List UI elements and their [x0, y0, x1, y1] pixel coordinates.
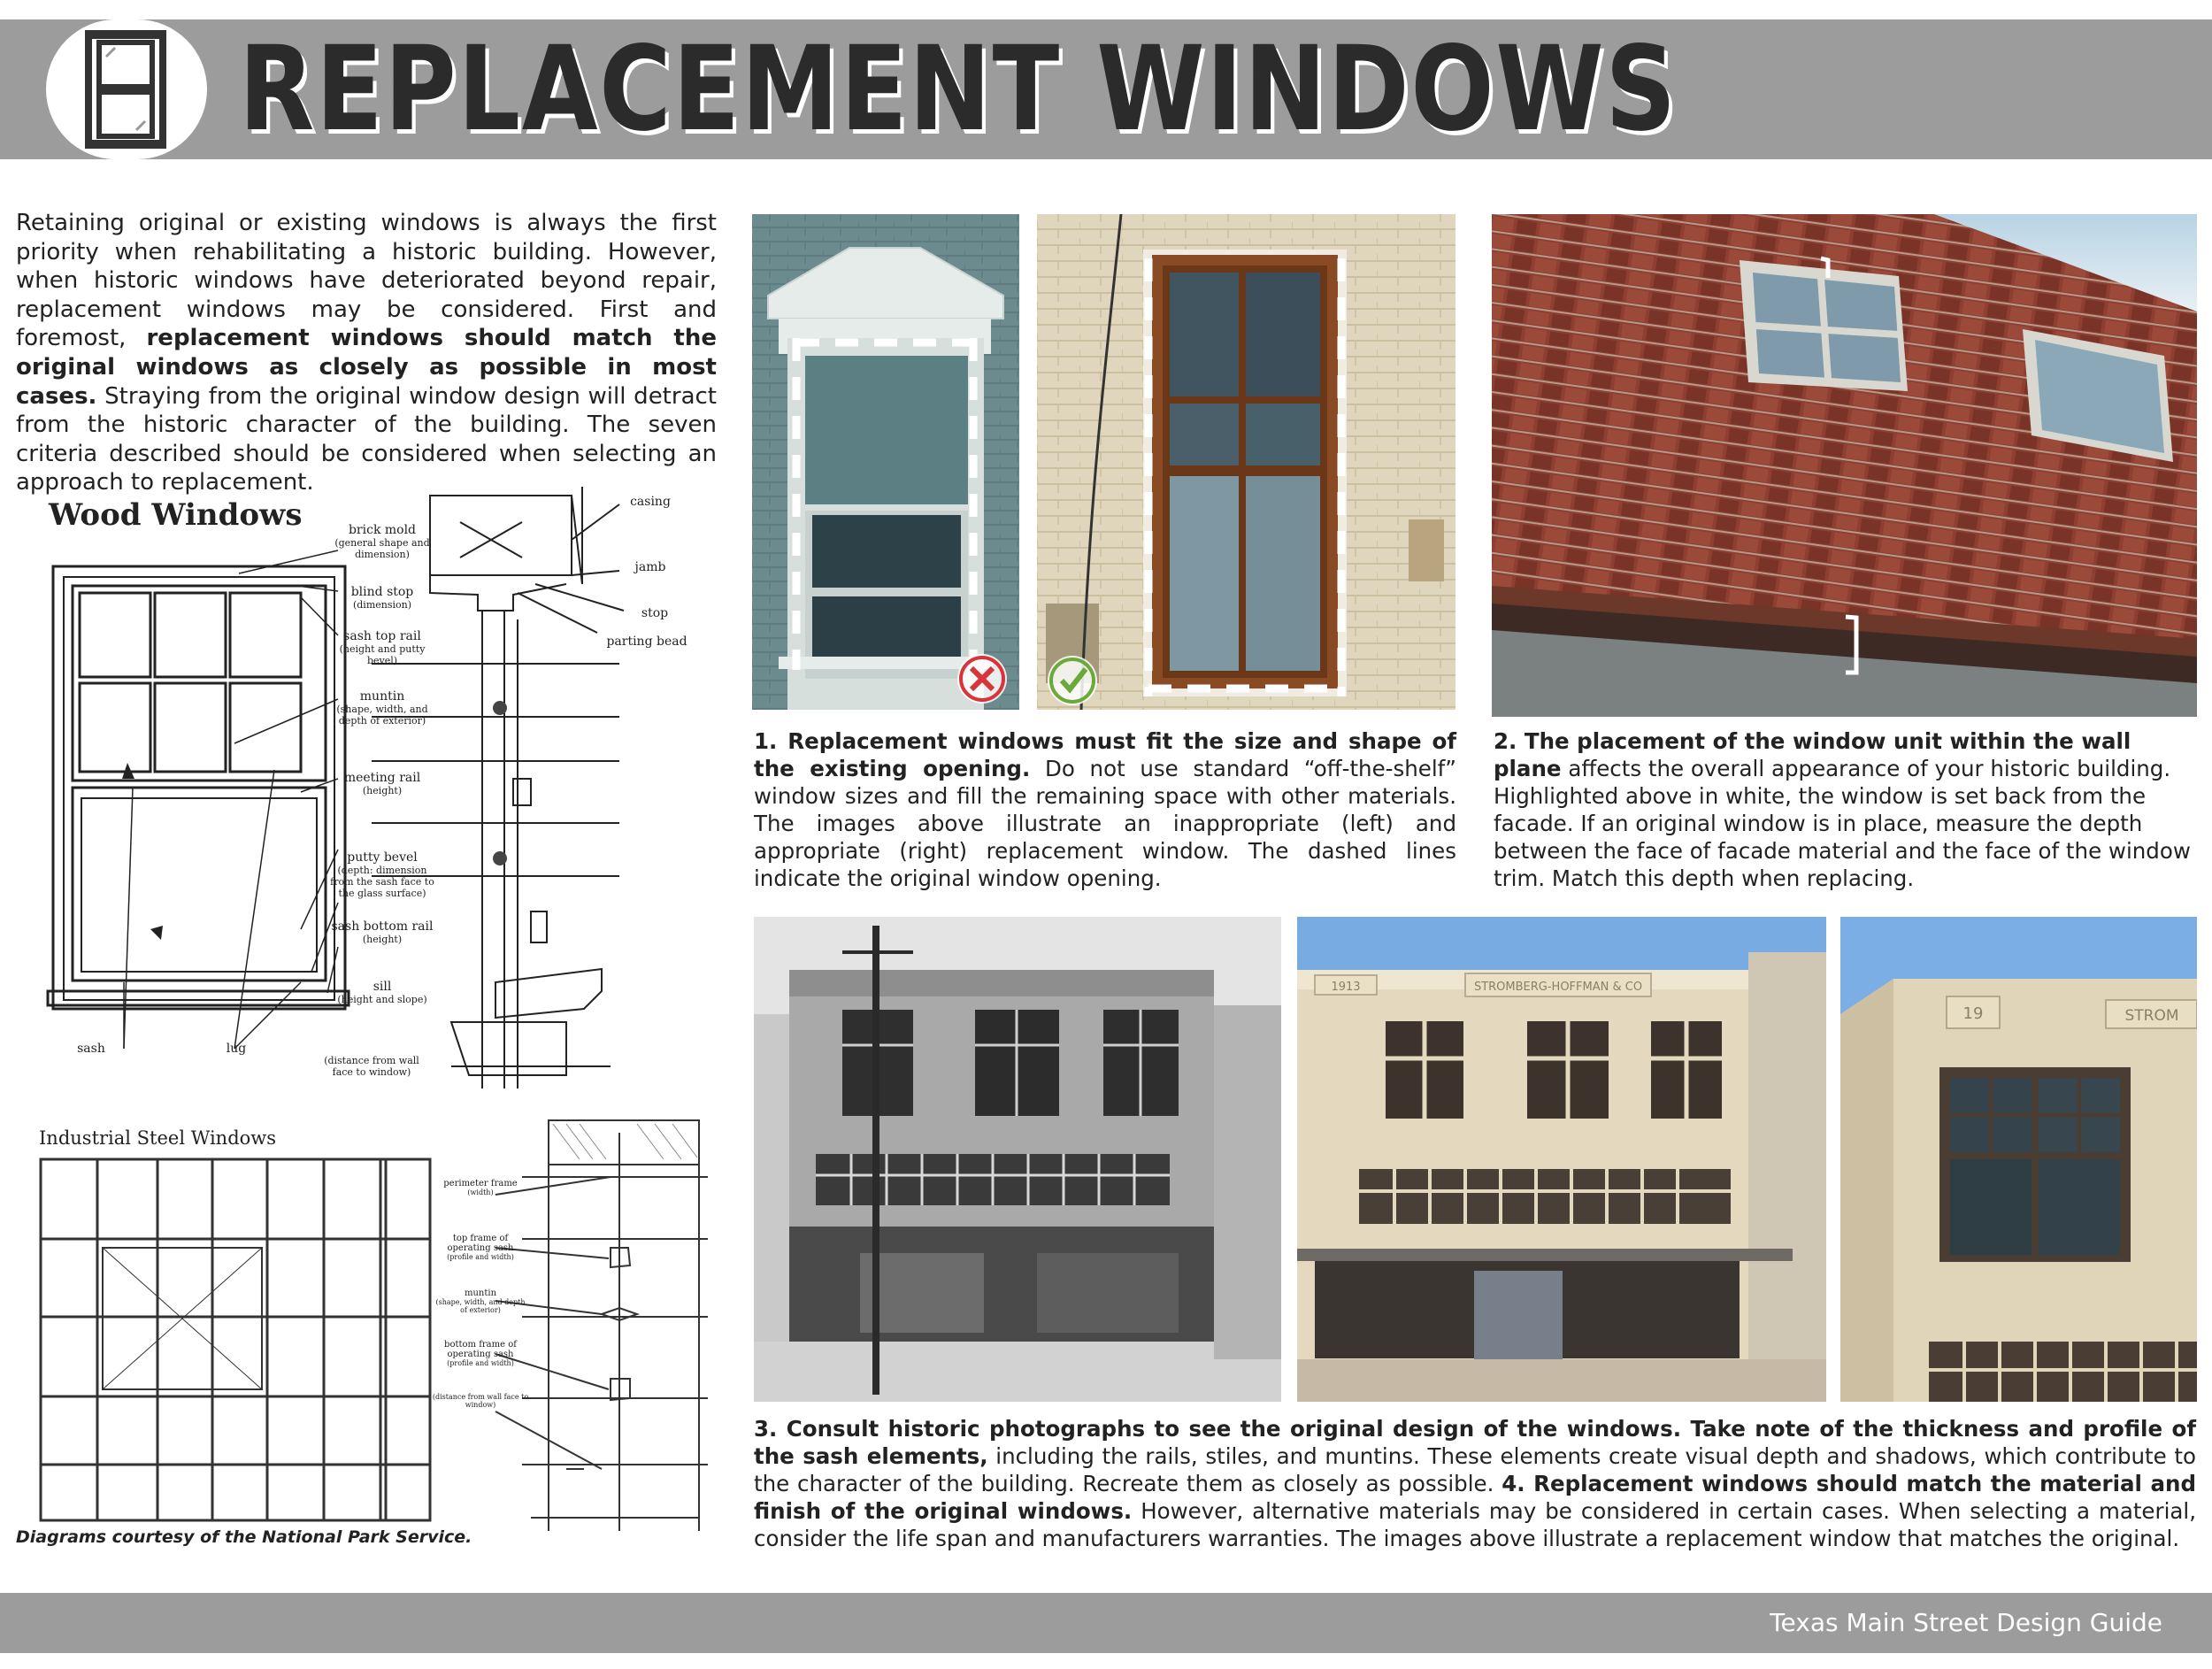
intro-bold: replacement windows should match the original windows as closely as possible in most cases.	[16, 325, 717, 410]
label-sash: sash	[77, 1042, 105, 1056]
photo-wall-plane	[1492, 214, 2197, 717]
building-sign-text: STROMBERG-HOFFMAN & CO	[1473, 981, 1643, 994]
diagram-credit: Diagrams courtesy of the National Park Service.	[16, 1527, 472, 1547]
label-brick-mold: brick mold (general shape and dimension)	[334, 523, 430, 560]
label-jamb: jamb	[634, 560, 666, 574]
building-date-text: 1913	[1331, 981, 1361, 994]
corner-date-text: 19	[1962, 1004, 1984, 1023]
label-meeting-rail: meeting rail (height)	[343, 771, 421, 796]
caption-2-bold: 2. The placement of the window unit within the wall plane	[1494, 728, 2131, 781]
logo-badge	[46, 19, 207, 159]
steel-window-diagram	[35, 1115, 708, 1531]
corner-sign-text: STROM	[2124, 1007, 2179, 1025]
steel-diagram-title: Industrial Steel Windows	[39, 1127, 277, 1149]
label-steel-muntin: muntin (shape, width, and depth of exterior)	[435, 1288, 526, 1314]
photo-restored-building	[1297, 917, 1826, 1402]
footer-text: Texas Main Street Design Guide	[1770, 1608, 2162, 1637]
photo-inappropriate-window	[752, 214, 1019, 710]
label-muntin: muntin (shape, width, and depth of exterior)	[336, 689, 428, 727]
photo-appropriate-window	[1037, 214, 1455, 710]
label-bottom-frame: bottom frame of operating sash (profile and width)	[444, 1340, 517, 1367]
caption-2	[1494, 727, 2193, 892]
label-steel-distance: (distance from wall face to window)	[432, 1393, 529, 1409]
caption-1	[754, 727, 1456, 892]
label-casing: casing	[630, 495, 671, 509]
double-hung-window-icon	[81, 28, 170, 150]
label-putty-bevel: putty bevel (depth: dimension from the sash face to the glass surface)	[330, 850, 434, 899]
label-sash-bottom-rail: sash bottom rail (height)	[331, 919, 434, 945]
label-sash-top-rail: sash top rail (height and putty bevel)	[339, 629, 426, 666]
caption-1-text: Do not use standard “off-the-shelf” window sizes and fill the remaining space with other materials. The images above illustrate an inappropriate (left) and appropriate (right) replacement window. The dashed lines indicate the original window opening.	[754, 756, 1456, 891]
label-lug: lug	[226, 1042, 247, 1056]
photo-historic-building	[754, 917, 1281, 1402]
caption-3	[754, 1415, 2196, 1552]
label-top-frame: top frame of operating sash (profile and width)	[447, 1234, 514, 1261]
caption-3-bold-1: 3. Consult historic photographs to see the original design of the windows. Take note of the thickness and profile of the sash elements,	[754, 1416, 2196, 1469]
intro-text-1: Retaining original or existing windows is always the first priority when rehabilitating a historic building. However, when historic windows have deteriorated beyond repair, replacement windows may be considered. First and foremost,	[16, 210, 717, 352]
intro-text-2: Straying from the original window design will detract from the historic character of the building. The seven criteria described should be considered when selecting an approach to replacement.	[16, 382, 717, 496]
label-perimeter-frame: perimeter frame (width)	[443, 1179, 518, 1196]
caption-3-bold-2: 4. Replacement windows should match the material and finish of the original windows.	[754, 1471, 2196, 1524]
intro-paragraph	[16, 209, 717, 497]
caption-2-text: affects the overall appearance of your historic building. Highlighted above in white, the window is set back from the facade. If an original window is in place, measure the depth between the face of facade material and the face of the window trim. Match this depth when replacing.	[1494, 756, 2191, 891]
label-stop: stop	[641, 606, 669, 620]
label-parting-bead: parting bead	[606, 635, 687, 649]
page-title: REPLACEMENT WINDOWS	[239, 21, 1678, 158]
photo-corner-closeup	[1840, 917, 2197, 1402]
label-wall-distance: (distance from wall face to window)	[324, 1055, 419, 1078]
label-blind-stop: blind stop (dimension)	[350, 585, 414, 611]
label-sill: sill (height and slope)	[337, 980, 427, 1005]
caption-1-bold: 1. Replacement windows must fit the size and shape of the existing opening.	[754, 728, 1456, 781]
caption-3-text-2: However, alternative materials may be considered in certain cases. When selecting a material, consider the life span and manufacturers warranties. The images above illustrate a replacement window that matches the original.	[754, 1498, 2196, 1551]
caption-3-text-1: including the rails, stiles, and muntins. These elements create visual depth and shadows, which contribute to the character of the building. Recreate them as closely as possible.	[754, 1443, 2196, 1496]
wood-diagram-title: Wood Windows	[49, 497, 303, 533]
